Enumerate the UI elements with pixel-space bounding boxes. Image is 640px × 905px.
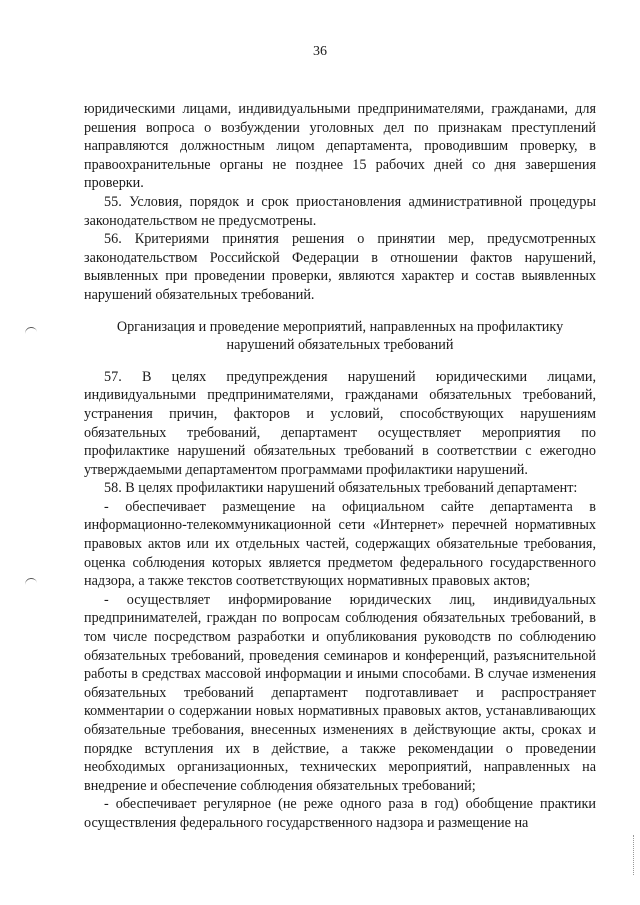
margin-mark <box>24 577 37 588</box>
list-item: - обеспечивает регулярное (не реже одного раза в год) обобщение практики осуществления федерального государственного надзора и размещение на <box>84 796 596 831</box>
page-number: 36 <box>313 44 327 59</box>
list-item: - обеспечивает размещение на официальном сайте департамента в информационно-телекоммуникационной сети «Интернет» перечней нормативных правовых актов или их отдельных частей, содержащих обязательные требования, оценка соблюдения которых является предметом федерального государственного надзора, а также текстов соответствующих нормативных правовых актов; <box>84 498 596 590</box>
paragraph-56: 56. Критериями принятия решения о принятии мер, предусмотренных законодательством Российской Федерации в отношении фактов нарушений, выявленных при проведении проверки, являются характер и состав выявленных нарушений обязательных требований. <box>84 231 596 303</box>
margin-mark <box>24 326 37 337</box>
paragraph-55: 55. Условия, порядок и срок приостановления административной процедуры законодательством не предусмотрены. <box>84 193 596 229</box>
section-heading: Организация и проведение мероприятий, направленных на профилактику нарушений обязательных требований <box>116 318 564 354</box>
paragraph-continuation: юридическими лицами, индивидуальными предпринимателями, гражданами, для решения вопроса о возбуждении уголовных дел по признакам преступлений направляются должностным лицом департамента, проводившим проверку, в правоохранительные органы не позднее 15 рабочих дней со дня завершения проверки. <box>84 101 596 192</box>
scan-edge-marks <box>633 835 636 875</box>
list-item: - осуществляет информирование юридических лиц, индивидуальных предпринимателей, граждан по вопросам соблюдения обязательных требований, в том числе посредством разработки и опубликования руководств по соблюдению обязательных требований, проведения семинаров и конференций, разъяснительной работы в средствах массовой информации и иными способами. В случае изменения обязательных требований департамент подготавливает и распространяет комментарии о содержании новых нормативных правовых актов, устанавливающих обязательные требования, внесенных изменениях в действующие акты, сроках и порядке вступления их в действие, а также рекомендации о проведении необходимых организационных, технических мероприятий, направленных на внедрение и обеспечение соблюдения обязательных требований; <box>84 591 596 794</box>
paragraph-57: 57. В целях предупреждения нарушений юридическими лицами, индивидуальными предпринимателями, гражданами обязательных требований, устранения причин, факторов и условий, способствующих нарушениям обязательных требований, департамент осуществляет мероприятия по профилактике нарушений обязательных требований в соответствии с ежегодно утверждаемыми департаментом программами профилактики нарушений. <box>84 368 596 478</box>
document-body <box>84 100 596 833</box>
paragraph-58: 58. В целях профилактики нарушений обязательных требований департамент: <box>104 480 578 497</box>
